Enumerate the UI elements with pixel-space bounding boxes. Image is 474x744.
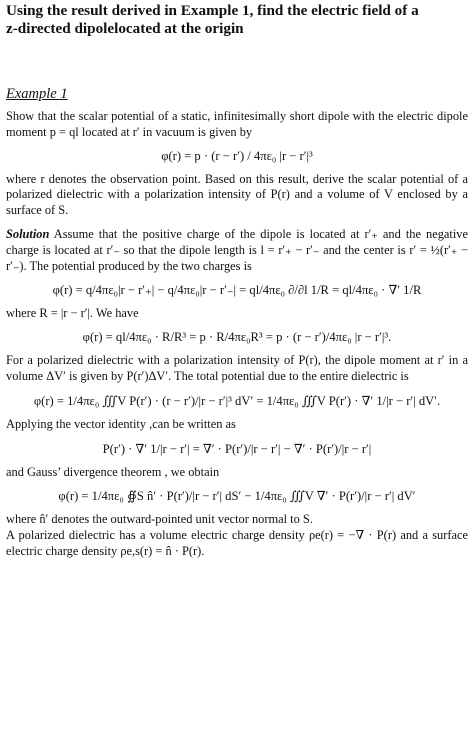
solution-label: Solution	[6, 226, 50, 241]
equation-final-potential: φ(r) = 1/4πε₀ ∯S n̂′ · P(r′)/|r − r′| dS′ − 1/4πε₀ ∭V ∇′ · P(r′)/|r − r′| dV′	[58, 489, 416, 504]
equation-dipole-result: φ(r) = ql/4πε₀ · R/R³ = p · R/4πε₀R³ = p · (r − r′)/4πε₀ |r − r′|³.	[82, 330, 392, 345]
paragraph-vector-identity: Applying the vector identity ,can be written as	[6, 416, 236, 431]
paragraph-intro: Show that the scalar potential of a static, infinitesimally short dipole with the electric dipole moment p = ql located at r′ in vacuum is given by	[6, 109, 468, 139]
example-heading: Example 1	[6, 86, 68, 102]
paragraph-task: where r denotes the observation point. Based on this result, derive the scalar potential of a polarized dielectric with a polarization intensity of P(r) and a volume of V enclosed by a surface of S.	[6, 171, 468, 218]
paragraph-polarized: For a polarized dielectric with a polarization intensity of P(r), the dipole moment at r′ in a volume ΔV′ is given by P(r′)ΔV′. The total potential due to the entire dielectric is	[6, 353, 468, 383]
paragraph-gauss: and Gauss’ divergence theorem , we obtain	[6, 464, 220, 479]
paragraph-solution	[6, 227, 468, 274]
equation-dipole-potential: φ(r) = p · (r − r′) / 4πε₀ |r − r′|³	[161, 148, 313, 163]
paragraph-normal: where n̂′ denotes the outward-pointed unit vector normal to S.	[6, 512, 313, 527]
question-title-line2: z-directed dipolelocated at the origin	[6, 20, 244, 37]
solution-text: Assume that the positive charge of the dipole is located at r′₊ and the negative charge is located at r′₋ so that the dipole length is l = r′₊ − r′₋ and the center is r′ = ½(r′₊ − r′₋). The potential produced by the two charges is	[6, 226, 468, 273]
question-title-line1: Using the result derived in Example 1, find the electric field of a	[6, 2, 419, 19]
equation-two-charges: φ(r) = q/4πε₀|r − r′₊| − q/4πε₀|r − r′₋| = ql/4πε₀ ∂/∂l 1/R = ql/4πε₀ · ∇′ 1/R	[52, 283, 422, 298]
equation-vector-identity: P(r′) · ∇′ 1/|r − r′| = ∇′ · P(r′)/|r − r′| − ∇′ · P(r′)/|r − r′|	[102, 441, 372, 456]
paragraph-charge-density: A polarized dielectric has a volume electric charge density ρe(r) = −∇ · P(r) and a surface electric charge density ρe,s(r) = n̂ · P(r).	[6, 528, 468, 558]
paragraph-where-R: where R = |r − r′|. We have	[6, 306, 139, 321]
equation-total-potential: φ(r) = 1/4πε₀ ∭V P(r′) · (r − r′)/|r − r′|³ dV′ = 1/4πε₀ ∭V P(r′) · ∇′ 1/|r − r′| dV′.	[33, 393, 441, 408]
